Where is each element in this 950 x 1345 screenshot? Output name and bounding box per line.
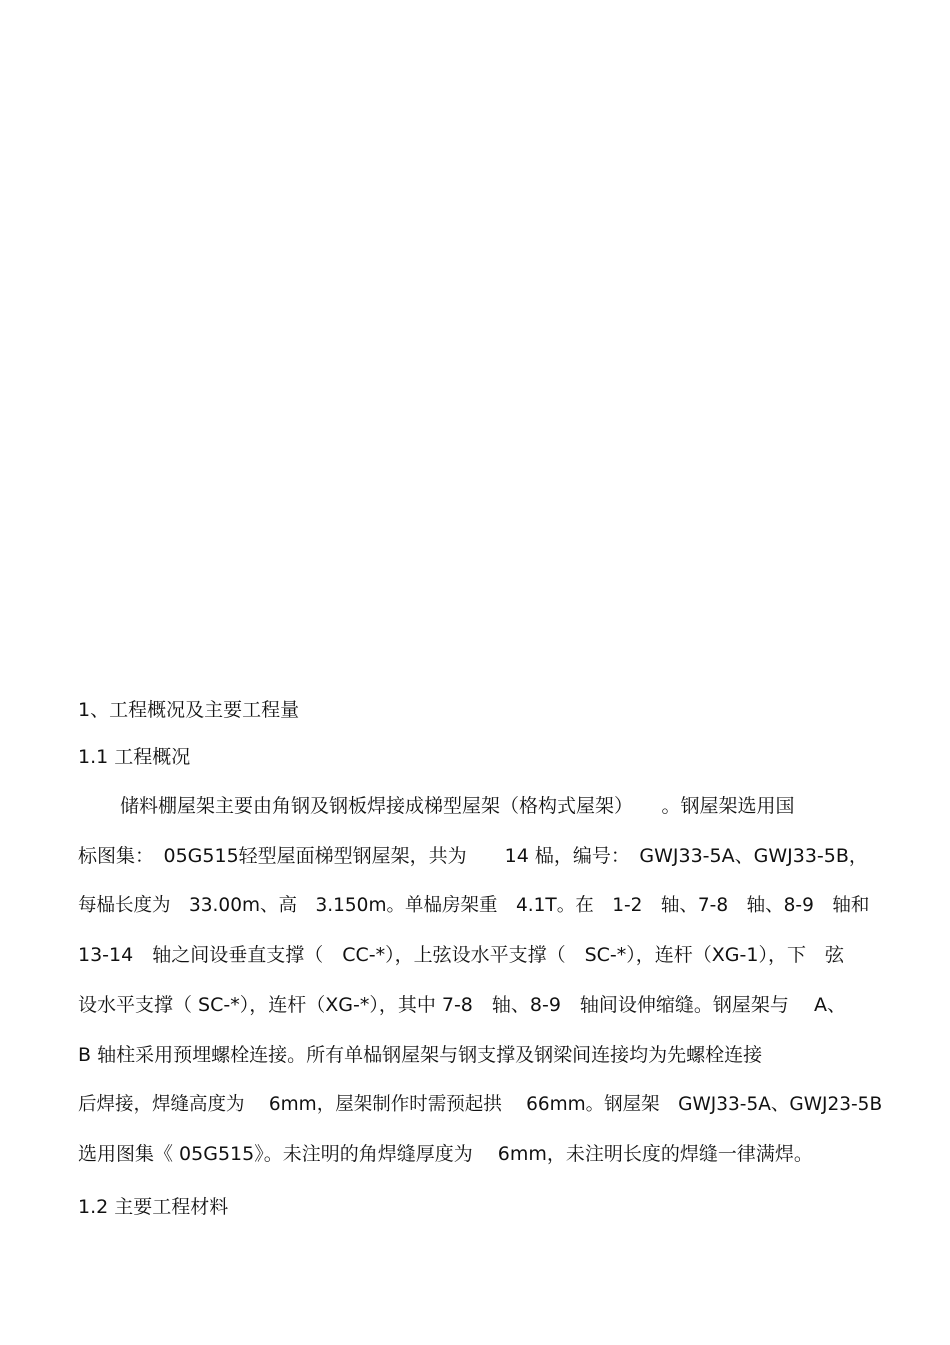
paragraph-line-1: 储料棚屋架主要由角钢及钢板焊接成梯型屋架（格构式屋架） 。钢屋架选用国 xyxy=(120,795,795,817)
section-1-1-heading: 1.1 工程概况 xyxy=(78,746,191,768)
section-1-2-heading: 1.2 主要工程材料 xyxy=(78,1196,229,1218)
paragraph-line-4: 13-14 轴之间设垂直支撑（ CC-*），上弦设水平支撑（ SC-*），连杆（XG-1），下 弦 xyxy=(78,944,844,966)
paragraph-line-7: 后焊接，焊缝高度为 6mm，屋架制作时需预起拱 66mm。钢屋架 GWJ33-5A、GWJ23-5B xyxy=(78,1094,883,1115)
paragraph-line-5: 设水平支撑（ SC-*），连杆（XG-*），其中 7-8 轴、8-9 轴间设伸缩缝。钢屋架与 A、 xyxy=(78,994,846,1016)
paragraph-line-2: 标图集： 05G515轻型屋面梯型钢屋架，共为 14 榀，编号： GWJ33-5A、GWJ33-5B， xyxy=(78,845,868,867)
paragraph-line-8: 选用图集《 05G515》。未注明的角焊缝厚度为 6mm，未注明长度的焊缝一律满焊。 xyxy=(78,1143,813,1165)
paragraph-line-6: B 轴柱采用预埋螺栓连接。所有单榀钢屋架与钢支撑及钢梁间连接均为先螺栓连接 xyxy=(78,1044,763,1066)
section-1-heading: 1、工程概况及主要工程量 xyxy=(78,699,300,721)
paragraph-line-3: 每榀长度为 33.00m、高 3.150m。单榀房架重 4.1T。在 1-2 轴、7-8 轴、8-9 轴和 xyxy=(78,895,870,916)
